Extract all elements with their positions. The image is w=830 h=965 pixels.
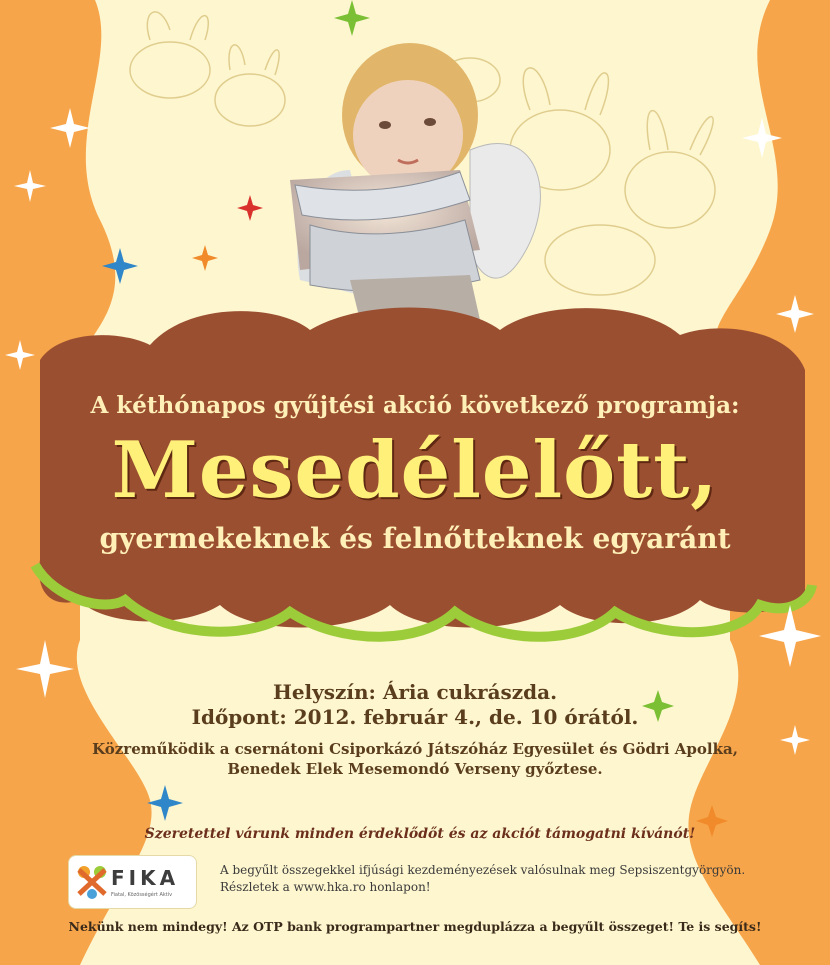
contributors-line-2: Benedek Elek Mesemondó Verseny győztese. — [227, 760, 603, 778]
fika-logo — [68, 855, 197, 909]
contributors-line-1: Közreműködik a csernátoni Csiporkázó Játszóház Egyesület és Gödri Apolka, — [92, 740, 738, 758]
logo-name: FIKA — [111, 866, 180, 890]
time-line: Időpont: 2012. február 4., de. 10 órától. — [191, 705, 639, 729]
fika-logo-icon — [75, 864, 109, 900]
info-line-2: Részletek a www.hka.ro honlapon! — [220, 880, 431, 894]
event-title: Mesedélelőtt, — [111, 425, 719, 516]
footer-slogan: Nekünk nem mindegy! Az OTP bank programpartner megduplázza a begyűlt összeget! Te is segíts! — [68, 919, 762, 934]
invitation-line: Szeretettel várunk minden érdeklődőt és az akciót támogatni kívánót! — [144, 826, 696, 842]
event-audience: gyermekeknek és felnőtteknek egyaránt — [99, 522, 731, 555]
logo-tagline: Fiatal, Közösségért Aktív — [111, 892, 173, 898]
program-subtitle: A kéthónapos gyűjtési akció következő programja: — [90, 392, 740, 419]
info-line-1: A begyűlt összegekkel ifjúsági kezdeményezések valósulnak meg Sepsiszentgyörgyön. — [220, 863, 746, 877]
venue-line: Helyszín: Ária cukrászda. — [272, 680, 558, 704]
